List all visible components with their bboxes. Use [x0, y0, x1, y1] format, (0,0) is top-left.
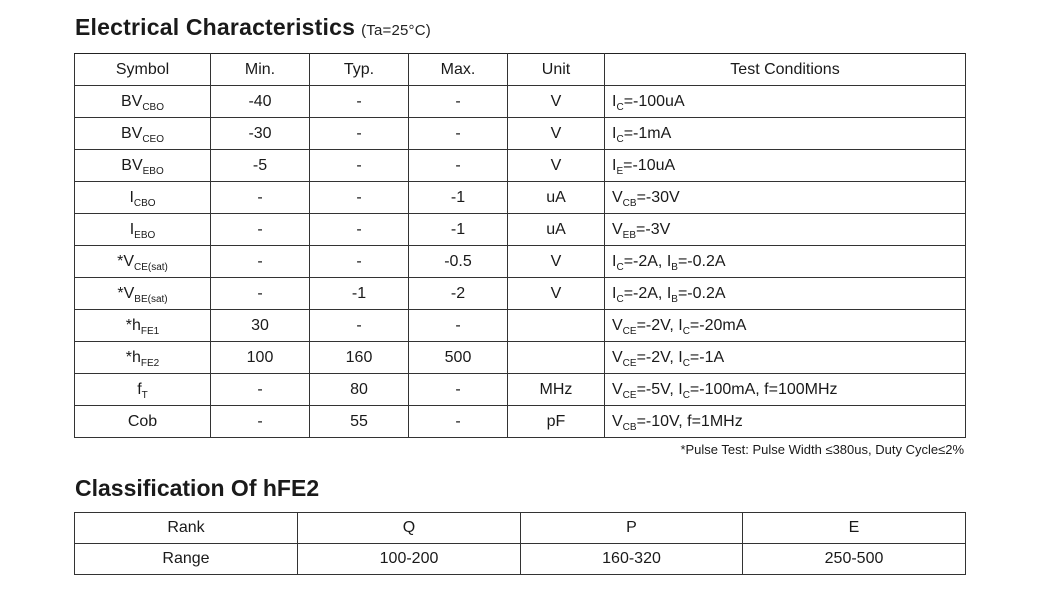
header-cell: Q: [298, 513, 521, 544]
max-cell: -: [409, 310, 508, 342]
range-value: 100-200: [298, 544, 521, 575]
typ-cell: -1: [310, 278, 409, 310]
unit-cell: [508, 342, 605, 374]
typ-cell: -: [310, 214, 409, 246]
min-cell: -: [211, 406, 310, 438]
pulse-test-note: *Pulse Test: Pulse Width ≤380us, Duty Cycle≤2%: [680, 442, 964, 457]
symbol-cell: $BV_{CBO}$: [75, 86, 211, 118]
max-cell: -: [409, 150, 508, 182]
max-cell: -: [409, 406, 508, 438]
table-row: [75, 118, 966, 150]
typ-cell: -: [310, 118, 409, 150]
test-condition-cell: $V_{CB}=-30V$: [605, 182, 966, 214]
min-cell: -: [211, 278, 310, 310]
test-condition-cell: $V_{CE}=-2V$, $I_C=-20mA$: [605, 310, 966, 342]
min-cell: -: [211, 214, 310, 246]
min-cell: -30: [211, 118, 310, 150]
table-row: [75, 342, 966, 374]
table-row: [75, 406, 966, 438]
electrical-characteristics-heading: [75, 14, 431, 41]
max-cell: -: [409, 118, 508, 150]
header-cell: Max.: [409, 54, 508, 86]
typ-cell: 160: [310, 342, 409, 374]
table-row: [75, 182, 966, 214]
min-cell: -40: [211, 86, 310, 118]
unit-cell: V: [508, 246, 605, 278]
min-cell: 30: [211, 310, 310, 342]
classification-header-row: [75, 513, 966, 544]
max-cell: -1: [409, 182, 508, 214]
range-value: 160-320: [521, 544, 743, 575]
symbol-cell: $BV_{EBO}$: [75, 150, 211, 182]
typ-cell: 55: [310, 406, 409, 438]
table-row: [75, 374, 966, 406]
symbol-cell: $*V_{CE(sat)}$: [75, 246, 211, 278]
classification-heading: Classification Of hFE2: [75, 475, 320, 501]
header-cell: Test Conditions: [605, 54, 966, 86]
max-cell: -: [409, 86, 508, 118]
table-row: [75, 310, 966, 342]
typ-cell: -: [310, 310, 409, 342]
max-cell: 500: [409, 342, 508, 374]
header-cell: Rank: [75, 513, 298, 544]
unit-cell: V: [508, 118, 605, 150]
classification-table: [74, 512, 966, 575]
min-cell: -: [211, 374, 310, 406]
header-cell: E: [743, 513, 966, 544]
min-cell: -: [211, 182, 310, 214]
symbol-cell: $*h_{FE1}$: [75, 310, 211, 342]
test-condition-cell: $I_E=-10uA$: [605, 150, 966, 182]
max-cell: -: [409, 374, 508, 406]
min-cell: -: [211, 246, 310, 278]
range-label: Range: [75, 544, 298, 575]
test-condition-cell: $I_C=-2A$, $I_B=-0.2A$: [605, 278, 966, 310]
typ-cell: -: [310, 182, 409, 214]
table-row: [75, 246, 966, 278]
temperature-condition: (Ta=25°C): [361, 22, 431, 39]
min-cell: 100: [211, 342, 310, 374]
section-title: Electrical Characteristics: [75, 14, 356, 40]
table-row: [75, 214, 966, 246]
symbol-cell: $f_T$: [75, 374, 211, 406]
symbol-cell: $I_{EBO}$: [75, 214, 211, 246]
typ-cell: 80: [310, 374, 409, 406]
test-condition-cell: $V_{CE}=-5V$, $I_C=-100mA$, f=100MHz: [605, 374, 966, 406]
test-condition-cell: $I_C=-1mA$: [605, 118, 966, 150]
unit-cell: pF: [508, 406, 605, 438]
symbol-cell: $I_{CBO}$: [75, 182, 211, 214]
symbol-cell: $BV_{CEO}$: [75, 118, 211, 150]
typ-cell: -: [310, 86, 409, 118]
test-condition-cell: $V_{CE}=-2V$, $I_C=-1A$: [605, 342, 966, 374]
unit-cell: [508, 310, 605, 342]
symbol-cell: Cob: [75, 406, 211, 438]
header-cell: Symbol: [75, 54, 211, 86]
header-cell: Typ.: [310, 54, 409, 86]
test-condition-cell: $V_{EB}=-3V$: [605, 214, 966, 246]
classification-range-row: [75, 544, 966, 575]
unit-cell: uA: [508, 182, 605, 214]
unit-cell: uA: [508, 214, 605, 246]
max-cell: -2: [409, 278, 508, 310]
test-condition-cell: $V_{CB}=-10V$, f=1MHz: [605, 406, 966, 438]
test-condition-cell: $I_C=-2A$, $I_B=-0.2A$: [605, 246, 966, 278]
unit-cell: MHz: [508, 374, 605, 406]
min-cell: -5: [211, 150, 310, 182]
header-cell: Min.: [211, 54, 310, 86]
electrical-characteristics-table: [74, 53, 966, 438]
symbol-cell: $*h_{FE2}$: [75, 342, 211, 374]
typ-cell: -: [310, 246, 409, 278]
header-cell: Unit: [508, 54, 605, 86]
unit-cell: V: [508, 150, 605, 182]
unit-cell: V: [508, 278, 605, 310]
range-value: 250-500: [743, 544, 966, 575]
table-row: [75, 150, 966, 182]
table-row: [75, 278, 966, 310]
table-row: [75, 86, 966, 118]
ec-header-row: [75, 54, 966, 86]
max-cell: -0.5: [409, 246, 508, 278]
header-cell: P: [521, 513, 743, 544]
test-condition-cell: $I_C=-100uA$: [605, 86, 966, 118]
typ-cell: -: [310, 150, 409, 182]
max-cell: -1: [409, 214, 508, 246]
unit-cell: V: [508, 86, 605, 118]
symbol-cell: $*V_{BE(sat)}$: [75, 278, 211, 310]
